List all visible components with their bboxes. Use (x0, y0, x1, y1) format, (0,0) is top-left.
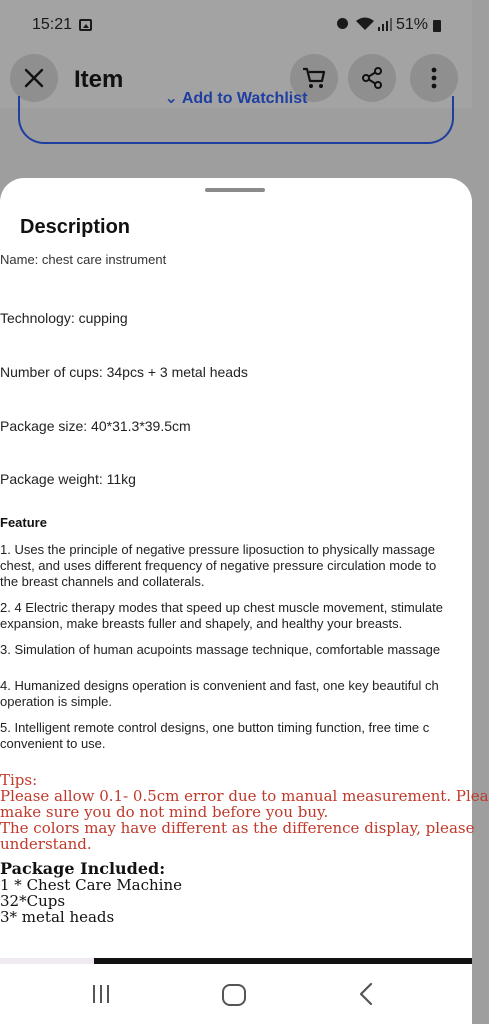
description-scroll-area[interactable] (0, 252, 489, 960)
feature-line: convenient to use. (0, 736, 106, 751)
feature-line: chest, and uses different frequency of negative pressure circulation mode to (0, 558, 437, 573)
battery-percent: 51% (396, 16, 429, 33)
feature-line: 2. 4 Electric therapy modes that speed up chest muscle movement, stimulate (0, 600, 443, 615)
description-cutoff-line: Name: chest care instrument (0, 252, 167, 267)
spec-technology: Technology: cupping (0, 310, 128, 326)
tips-line: make sure you do not mind before you buy. (0, 803, 329, 821)
add-to-watchlist-button[interactable] (18, 90, 454, 144)
back-icon[interactable] (356, 982, 376, 1006)
cart-icon (301, 66, 327, 90)
home-icon[interactable] (222, 984, 246, 1006)
gallery-icon (79, 19, 92, 31)
battery-icon (433, 20, 441, 32)
tips-block (0, 771, 489, 853)
feature-item (0, 600, 472, 632)
status-time: 15:21 (32, 16, 73, 33)
tips-line: The colors may have different as the difference display, please (0, 819, 475, 837)
feature-item (0, 642, 472, 658)
chevron-down-icon: ⌄ (164, 90, 178, 107)
tips-line: understand. (0, 835, 92, 853)
package-heading: Package Included: (0, 859, 166, 878)
description-sheet (0, 178, 489, 968)
feature-item (0, 542, 472, 590)
spec-package-size: Package size: 40*31.3*39.5cm (0, 418, 191, 434)
package-item: 3* metal heads (0, 908, 115, 926)
feature-heading: Feature (0, 515, 47, 530)
sheet-title: Description (20, 216, 131, 238)
spec-package-weight: Package weight: 11kg (0, 471, 136, 487)
feature-line: expansion, make breasts fuller and shapely, and healthy your breasts. (0, 616, 403, 631)
package-item: 1 * Chest Care Machine (0, 876, 183, 894)
share-icon (360, 66, 384, 90)
page-title: Item (74, 66, 124, 93)
spec-number-of-cups: Number of cups: 34pcs + 3 metal heads (0, 364, 248, 380)
feature-line: 3. Simulation of human acupoints massage technique, comfortable massage (0, 642, 441, 657)
feature-line: 5. Intelligent remote control designs, one button timing function, free time c (0, 720, 430, 735)
status-bar (0, 0, 472, 52)
feature-line: 4. Humanized designs operation is convenient and fast, one key beautiful ch (0, 678, 439, 693)
signal-icon (378, 17, 392, 31)
wifi-icon (355, 16, 375, 32)
more-vert-icon (431, 67, 437, 89)
tips-line: Tips: (0, 771, 38, 789)
feature-item (0, 720, 472, 752)
package-item: 32*Cups (0, 892, 66, 910)
package-included-block (0, 861, 472, 925)
tips-line: Please allow 0.1- 0.5cm error due to manual measurement. Plea (0, 787, 489, 805)
recents-icon[interactable] (88, 982, 114, 1006)
sheet-drag-handle[interactable] (205, 188, 265, 192)
feature-item (0, 678, 472, 710)
watchlist-label: Add to Watchlist (181, 90, 308, 107)
system-nav-bar (0, 964, 472, 1024)
close-icon (23, 67, 45, 89)
alarm-icon (337, 18, 348, 29)
feature-line: operation is simple. (0, 694, 112, 709)
feature-line: the breast channels and collaterals. (0, 574, 205, 589)
feature-line: 1. Uses the principle of negative pressure liposuction to physically massage (0, 542, 436, 557)
